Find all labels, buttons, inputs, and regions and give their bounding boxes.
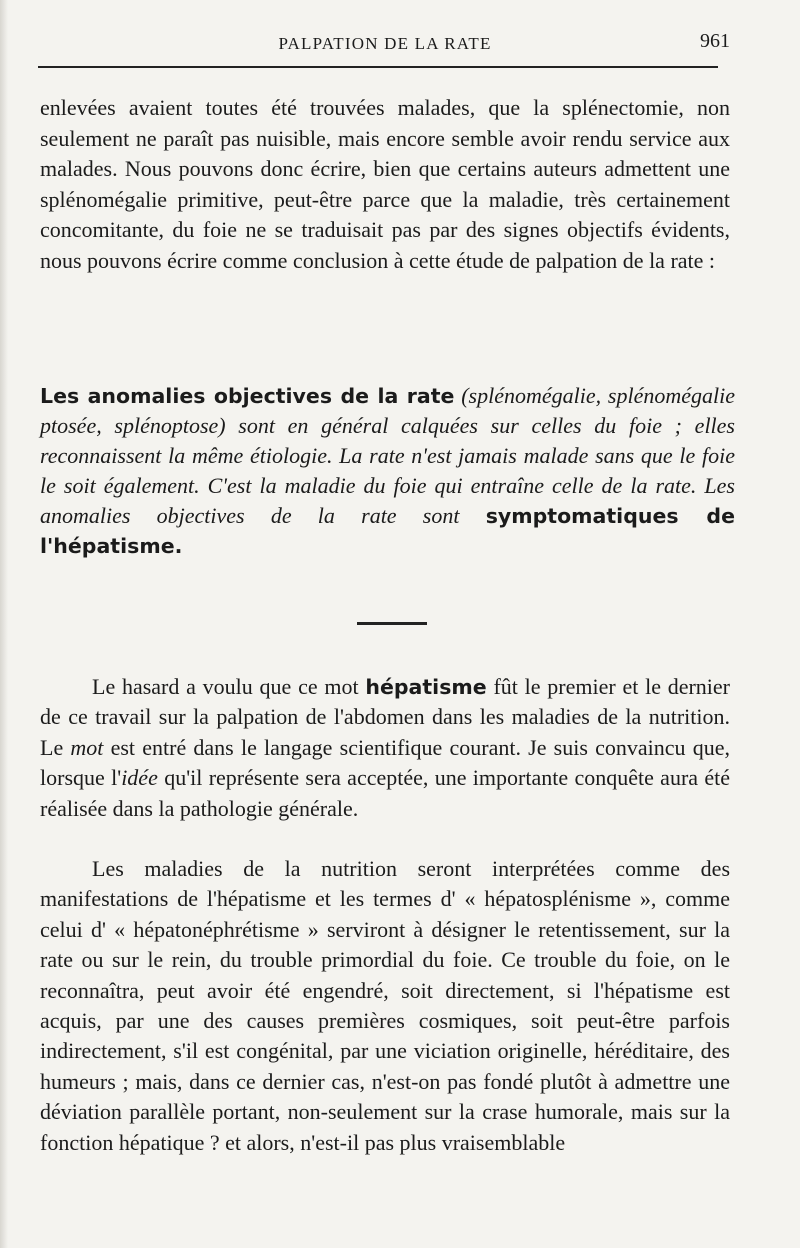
conclusion-statement (40, 381, 735, 561)
conclusion-italic: (splénomégalie, splénomégalie ptosée, splénoptose) sont en général calquées sur celles du foie ; elles reconnaissent la même étiologie. La rate n'est jamais malade sans que le foie le soit également. C'est la maladie du foie qui entraîne celle de la rate. Les anomalies objectives de la rate sont (40, 383, 735, 528)
section-separator (357, 622, 427, 625)
p2-text-3: est entré dans le langage scientifique courant. Je suis convaincu que, lorsque l' (40, 734, 730, 791)
page-number: 961 (700, 30, 730, 52)
page-edge-shadow (0, 0, 8, 1248)
p2-italic-mot: mot (70, 734, 104, 760)
paragraph-intro: enlevées avaient toutes été trouvées malades, que la splénectomie, non seulement ne paraît pas nuisible, mais encore semble avoir rendu service aux malades. Nous pouvons donc écrire, bien que certains auteurs admettent une splénomégalie primitive, peut-être parce que la maladie, très certainement concomitante, du foie ne se traduisait pas par des signes objectifs évidents, nous pouvons écrire comme conclusion à cette étude de palpation de la rate : (40, 95, 730, 273)
p2-italic-idee: idée (121, 765, 158, 791)
paragraph-nutrition: Les maladies de la nutrition seront interprétées comme des manifestations de l'hépatisme et les termes d' « hépatosplénisme », comme celui d' « hépatonéphrétisme » serviront à désigner le retentissement, sur la rate ou sur le rein, du trouble primordial du foie. Ce trouble du foie, on le reconnaîtra, peut avoir été engendré, soit directement, si l'hépatisme est acquis, par une des causes premières cosmiques, soit peut-être parfois indirectement, s'il est congénital, par une viciation originelle, héréditaire, des humeurs ; mais, dans ce dernier cas, n'est-on pas fondé plutôt à admettre une déviation parallèle portant, non-seulement sur la crase humorale, mais sur la fonction hépatique ? et alors, n'est-il pas plus vraisemblable (40, 856, 730, 1155)
p2-text-2: fût le premier et le dernier de ce travail sur la palpation de l'abdomen dans les maladies de la nutrition. Le (40, 674, 731, 760)
conclusion-lead: Les anomalies objectives de la rate (40, 384, 455, 408)
p2-text-1: Le hasard a voulu que ce mot (92, 674, 359, 699)
running-header (40, 30, 730, 60)
p2-text-4: qu'il représente sera acceptée, une importante conquête aura été réalisée dans la pathologie générale. (40, 765, 731, 821)
conclusion-end: symptomatiques de l'hépatisme. (40, 504, 735, 558)
paragraph-hepatisme (40, 672, 730, 824)
p2-bold-word: hépatisme (365, 675, 487, 699)
header-rule (38, 66, 718, 68)
running-title: PALPATION DE LA RATE (278, 34, 492, 53)
